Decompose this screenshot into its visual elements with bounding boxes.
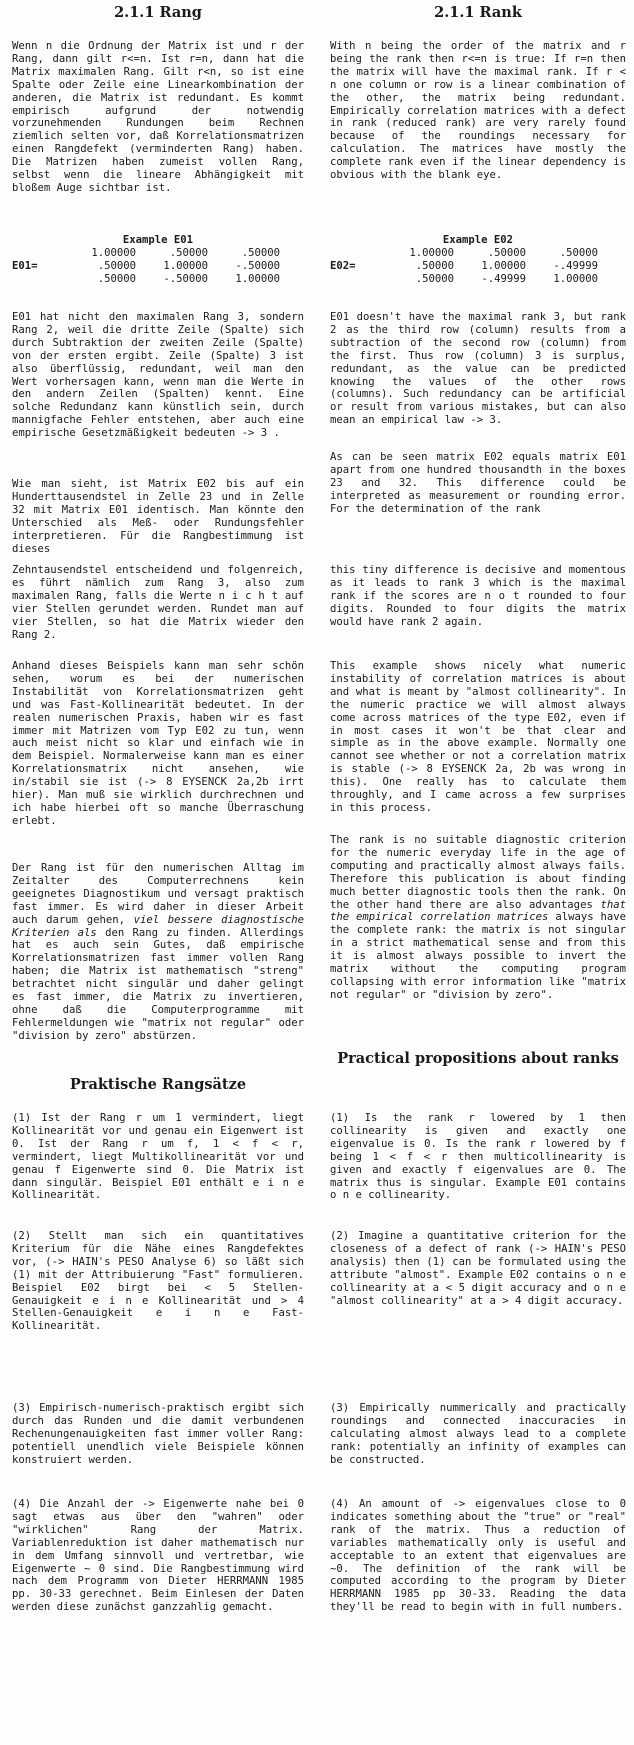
matrix-cell: .50000 [241,247,280,259]
paragraph-rank-decisive-english: this tiny difference is decisive and momentous as it leads to rank 3 which is the maximal rank if the scores are n o t rounded to four digits. Rounded to four digits the matrix would have rank 2 again. [330,564,626,628]
matrix-cell: .50000 [487,247,526,259]
matrix-e01 [12,234,304,285]
matrix-cell: -.49999 [553,260,598,272]
matrix-cell: 1.00000 [163,260,208,272]
matrix-cell: -.50000 [163,273,208,285]
paragraph-e02-comparison-german: Wie man sieht, ist Matrix E02 bis auf ein Hunderttausendstel in Zelle 23 und in Zelle 32 mit Matrix E01 identisch. Man könnte den Unterschied als Meß- oder Rundungsfehler interpretieren. Für die Rangbestimmung ist dieses [12,478,304,555]
section-title-propositions-german: Praktische Rangsätze [69,1076,247,1093]
english-column [330,0,626,1745]
matrix-name: E02= [330,260,356,272]
matrix-cell: 1.00000 [553,273,598,285]
proposition-1-english: (1) Is the rank r lowered by 1 then collinearity is given and exactly one eigenvalue is 0. Is the rank r lowered by f being 1 < f < r then multicollinearity is given and exactly f eigenvalues are 0. The matrix thus is singular. Example E01 contains o n e collinearity. [330,1112,626,1202]
text-run: always have the complete rank: the matrix is not singular in a strict mathematical sense and from this it is almost always possible to invert the matrix without the computing program collapsing with error information like "matrix not regular" or "division by zero". [330,911,626,1001]
paragraph-rank-decisive-german: Zehntausendstel entscheidend und folgenreich, es führt nämlich zum Rang 3, also zum maximalen Rang, falls die Werte n i c h t auf vier Stellen gerundet werden. Rundet man auf vier Stellen, so hat die Matrix wieder den Rang 2. [12,564,304,641]
matrix-cell: .50000 [169,247,208,259]
matrix-title: Example E01 [122,234,194,246]
text-run: den Rang zu finden. Allerdings hat es auch sein Gutes, daß empirische Korrelationsmatrizen fast immer vollen Rang haben; die Matrix ist mathematisch "streng" betrachtet nicht singulär und daher gelingt es fast immer, die Matrix zu invertieren, ohne daß die Computerprogramme mit Fehlermeldungen wie "matrix not regular" oder "division by zero" abstürzen. [12,926,304,1042]
paragraph-diagnostic-english [330,834,626,1002]
matrix-cell: .50000 [415,260,454,272]
proposition-1-german: (1) Ist der Rang r um 1 vermindert, liegt Kollinearität vor und genau ein Eigenwert ist 0. Ist der Rang r um f, 1 < f < r, vermindert, liegt Multikollinearität vor und genau f Eigenwerte sind 0. Die Matrix ist dann singulär. Beispiel E01 enthält e i n e Kollinearität. [12,1112,304,1202]
proposition-3-german: (3) Empirisch-numerisch-praktisch ergibt sich durch das Runden und die damit verbundenen Rechenungenauigkeiten fast immer voller Rang: potentiell unendlich viele Beispiele können konstruiert werden. [12,1402,304,1466]
text-run: Der Rang ist für den numerischen Alltag im Zeitalter des Computerrechnens kein geeignetes Diagnostikum und versagt praktisch fast immer. Es wird daher in dieser Arbeit auch darum gehen, [12,862,304,926]
matrix-cell: .50000 [97,273,136,285]
matrix-row [64,273,280,286]
matrix-cell: 1.00000 [91,247,136,259]
paragraph-e01-explanation-german: E01 hat nicht den maximalen Rang 3, sondern Rang 2, weil die dritte Zeile (Spalte) sich durch Subtraktion der zweiten Zeile (Spalte) von der ersten ergibt. Zeile (Spalte) 3 ist also überflüssig, redundant, weil man den Wert vorhersagen kann, wenn man die Werte in den andern Zeilen (Spalten) kennt. Eine solche Redundanz kann künstlich sein, durch mannigfache Fehler entstehen, aber auch eine empirische Gesetzmäßigkeit bedeuten -> 3 . [12,311,304,440]
matrix-row [382,260,598,273]
matrix-cell: 1.00000 [409,247,454,259]
matrix-title: Example E02 [442,234,514,246]
matrix-row [382,273,598,286]
matrix-cell: .50000 [415,273,454,285]
section-title-propositions-english: Practical propositions about ranks [337,1050,619,1067]
matrix-cell: -.50000 [235,260,280,272]
paragraph-e01-explanation-english: E01 doesn't have the maximal rank 3, but rank 2 as the third row (column) results from a subtraction of the second row (column) from the first. Thus row (column) 3 is surplus, redundant, as the value can be predicted knowing the values of the other rows (columns). Such redundancy can be artificial or result from various mistakes, but can also mean an empirical law -> 3. [330,311,626,427]
text-run: The rank is no suitable diagnostic criterion for the numeric everyday life in the age of computing and practically almost always fails. Therefore this publication is about finding much better diagnostic tools then the rank. On the other hand there are also advantages [330,834,626,911]
matrix-row [64,260,280,273]
matrix-row [382,247,598,260]
matrix-cell: .50000 [559,247,598,259]
matrix-cell: -.49999 [481,273,526,285]
german-column [12,0,304,1745]
paragraph-rank-definition-german: Wenn n die Ordnung der Matrix ist und r der Rang, dann gilt r<=n. Ist r=n, dann hat die Matrix maximalen Rang. Gilt r<n, so ist eine Spalte oder Zeile eine Linearkombination der anderen, die Matrix ist redundant. Es kommt empirisch aufgrund der notwendig vorzunehmenden Rundungen beim Rechnen ziemlich selten vor, daß Korrelationsmatrizen einen Rangdefekt (verminderten Rang) haben. Die Matrizen haben zumeist vollen Rang, selbst wenn die lineare Abhängigkeit mit bloßem Auge sichtbar ist. [12,40,304,194]
emphasis-text: that the empirical correlation matrices [330,898,626,924]
proposition-2-english: (2) Imagine a quantitative criterion for the closeness of a defect of rank (-> HAIN's PESO analysis) then (1) can be formulated using the attribute "almost". Example E02 contains o n e collinearity at a < 5 digit accuracy and o n e "almost collinearity" at a > 4 digit accuracy. [330,1230,626,1307]
matrix-cell: .50000 [97,260,136,272]
section-title-german: 2.1.1 Rang [114,4,202,21]
proposition-4-english: (4) An amount of -> eigenvalues close to 0 indicates something about the "true" or "real" rank of the matrix. Thus a reduction of variables mathematically only is useful and acceptable to an extent that eigenvalues are ~0. The definition of the rank will be computed according to the program by Dieter HERRMANN 1985 pp 30-33. Reading the data they'll be read to begin with in full numbers. [330,1498,626,1614]
matrix-cell: 1.00000 [481,260,526,272]
matrix-e02 [330,234,626,285]
paragraph-diagnostic-german [12,862,304,1043]
proposition-3-english: (3) Empirically nummerically and practically roundings and connected inaccuracies in calculating almost always lead to a complete rank: potentially an infinity of examples can be constructed. [330,1402,626,1466]
paragraph-e02-comparison-english: As can be seen matrix E02 equals matrix E01 apart from one hundred thousandth in the boxes 23 and 32. This difference could be interpreted as measurement or rounding error. For the determination of the rank [330,451,626,515]
paragraph-instability-german: Anhand dieses Beispiels kann man sehr schön sehen, worum es bei der numerischen Instabilität von Korrelationsmatrizen geht und was Fast-Kollinearität bedeutet. In der realen numerischen Praxis, haben wir es fast immer mit Matrizen vom Typ E02 zu tun, wenn auch meist nicht so klar und einfach wie in dem Beispiel. Normalerweise kann man es einer Korrelationsmatrix nicht ansehen, wie in/stabil sie ist (-> 8 EYSENCK 2a,2b irrt hier). Man muß sie wirklich durchrechnen und ich habe hierbei oft so manche Überraschung erlebt. [12,660,304,827]
section-title-english: 2.1.1 Rank [434,4,522,21]
emphasis-text: viel bessere diagnostische Kriterien als [12,913,304,939]
matrix-cell: 1.00000 [235,273,280,285]
matrix-row [64,247,280,260]
paragraph-rank-definition-english: With n being the order of the matrix and r being the rank then r<=n is true: If r=n then the matrix will have the maximal rank. If r < n one column or row is a linear combination of the other, the matrix being redundant. Empirically correlation matrices with a defect in rank (reduced rank) are very rarely found because of the roundings necessary for calculation. The matrices have mostly the complete rank even if the linear dependency is obvious with the blank eye. [330,40,626,182]
proposition-4-german: (4) Die Anzahl der -> Eigenwerte nahe bei 0 sagt etwas aus über den "wahren" oder "wirklichen" Rang der Matrix. Variablenreduktion ist daher mathematisch nur in dem Umfang sinnvoll und vertretbar, wie Eigenwerte ~ 0 sind. Die Rangbestimmung wird nach dem Programm von Dieter HERRMANN 1985 pp. 30-33 gerechnet. Beim Einlesen der Daten werden diese zunächst ganzzahlig gemacht. [12,1498,304,1614]
proposition-2-german: (2) Stellt man sich ein quantitatives Kriterium für die Nähe eines Rangdefektes vor, (-> HAIN's PESO Analyse 6) so läßt sich (1) mit der Attribuierung "Fast" formulieren. Beispiel E02 birgt bei < 5 Stellen-Genauigkeit e i n e Kollinearität und > 4 Stellen-Genauigkeit e i n e Fast-Kollinearität. [12,1230,304,1333]
paragraph-instability-english: This example shows nicely what numeric instability of correlation matrices is about and what is meant by "almost collinearity". In the numeric practice we will almost always come across matrices of the type E02, even if in most cases it won't be that clear and simple as in the above example. Normally one cannot see whether or not a correlation matrix is stable (-> 8 EYSENCK 2a, 2b was wrong in this). One really has to calculate them throughly, and I came across a few surprises in this process. [330,660,626,814]
matrix-name: E01= [12,260,38,272]
